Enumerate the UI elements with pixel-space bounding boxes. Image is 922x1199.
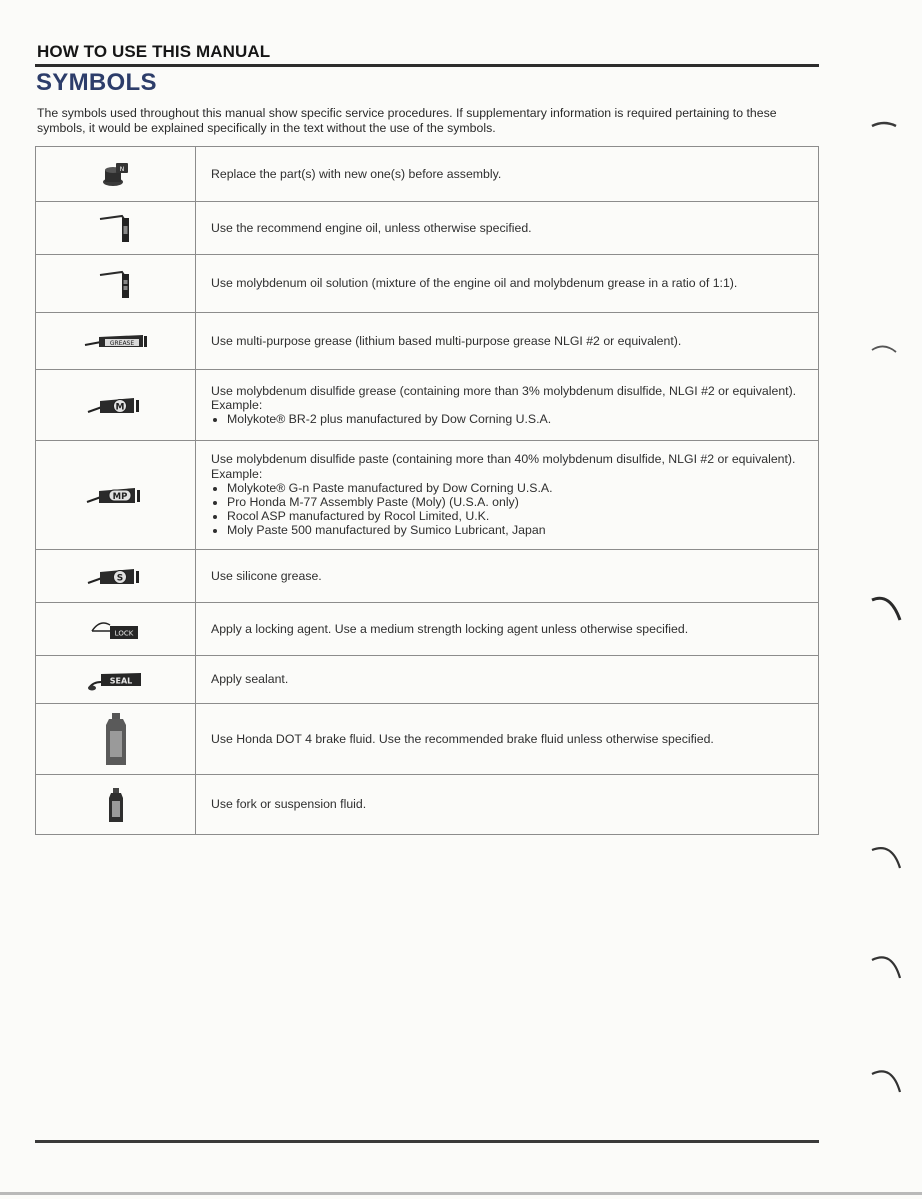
symbol-label: GREASE bbox=[109, 340, 134, 347]
silicone-grease-icon bbox=[86, 567, 146, 584]
symbol-cell bbox=[36, 313, 196, 370]
symbol-description: Apply sealant. bbox=[196, 656, 819, 704]
molybdenum-oil-icon bbox=[96, 275, 136, 292]
sealant-icon bbox=[87, 671, 145, 688]
list-item: • Pro Honda M-77 Assembly Paste (Moly) (U.S.A. only) bbox=[227, 495, 810, 509]
table-row bbox=[36, 775, 819, 835]
example-list bbox=[211, 412, 810, 426]
binder-mark bbox=[860, 1062, 906, 1102]
header-rule bbox=[35, 64, 819, 67]
table-row bbox=[36, 704, 819, 775]
list-item: • Moly Paste 500 manufactured by Sumico Lubricant, Japan bbox=[227, 523, 810, 537]
example-list bbox=[211, 481, 810, 538]
list-item: • Rocol ASP manufactured by Rocol Limited, U.K. bbox=[227, 509, 810, 523]
symbol-cell bbox=[36, 147, 196, 202]
table-row bbox=[36, 441, 819, 550]
binder-mark bbox=[860, 330, 906, 370]
symbols-table bbox=[35, 146, 819, 835]
locking-agent-icon bbox=[90, 620, 142, 637]
table-row bbox=[36, 255, 819, 313]
grease-icon bbox=[83, 332, 149, 349]
symbol-description: Apply a locking agent. Use a medium strength locking agent unless otherwise specified. bbox=[196, 603, 819, 656]
table-row bbox=[36, 656, 819, 704]
symbol-label: LOCK bbox=[114, 629, 133, 638]
symbol-description: Use silicone grease. bbox=[196, 550, 819, 603]
binder-mark bbox=[860, 590, 906, 630]
page-title: SYMBOLS bbox=[36, 69, 157, 96]
binder-mark bbox=[860, 840, 906, 880]
symbol-description: Replace the part(s) with new one(s) before assembly. bbox=[196, 147, 819, 202]
fork-fluid-icon bbox=[106, 796, 126, 813]
symbol-label: SEAL bbox=[109, 676, 132, 685]
table-row bbox=[36, 370, 819, 441]
symbol-cell bbox=[36, 704, 196, 775]
symbol-description: Use fork or suspension fluid. bbox=[196, 775, 819, 835]
section-title: HOW TO USE THIS MANUAL bbox=[37, 42, 271, 61]
symbol-label: S bbox=[116, 573, 123, 584]
symbol-description: Use molybdenum oil solution (mixture of the engine oil and molybdenum grease in a ratio of 1:1). bbox=[196, 255, 819, 313]
moly-paste-icon bbox=[85, 486, 147, 503]
list-item: • Molykote® G-n Paste manufactured by Dow Corning U.S.A. bbox=[227, 481, 810, 495]
binder-mark bbox=[860, 948, 906, 988]
description-text: Use molybdenum disulfide grease (containing more than 3% molybdenum disulfide, NLGI #2 or equivalent). bbox=[211, 383, 797, 398]
symbol-cell bbox=[36, 603, 196, 656]
svg-text:N: N bbox=[119, 166, 124, 173]
table-row bbox=[36, 603, 819, 656]
table-row bbox=[36, 550, 819, 603]
symbol-label: MP bbox=[112, 492, 127, 502]
symbol-cell bbox=[36, 550, 196, 603]
example-label: Example: bbox=[211, 397, 263, 412]
description-text: Use molybdenum disulfide paste (containing more than 40% molybdenum disulfide, NLGI #2 or equivalent). bbox=[211, 452, 796, 467]
binder-mark bbox=[860, 112, 906, 152]
symbol-description: Use multi-purpose grease (lithium based multi-purpose grease NLGI #2 or equivalent). bbox=[196, 313, 819, 370]
example-label: Example: bbox=[211, 466, 263, 481]
footer-rule bbox=[35, 1140, 819, 1143]
page-edge bbox=[0, 1192, 922, 1195]
symbol-description bbox=[196, 370, 819, 441]
moly-grease-icon bbox=[86, 396, 146, 413]
intro-paragraph: The symbols used throughout this manual show specific service procedures. If supplementary information is required pertaining to these symbols, it would be explained specifically in the text without the use of the symbols. bbox=[37, 106, 777, 135]
list-item: • Molykote® BR-2 plus manufactured by Dow Corning U.S.A. bbox=[227, 412, 810, 426]
table-row bbox=[36, 202, 819, 255]
symbol-description: Use Honda DOT 4 brake fluid. Use the recommended brake fluid unless otherwise specified. bbox=[196, 704, 819, 775]
table-row bbox=[36, 147, 819, 202]
symbol-description: Use the recommend engine oil, unless otherwise specified. bbox=[196, 202, 819, 255]
symbol-description bbox=[196, 441, 819, 550]
symbol-cell bbox=[36, 656, 196, 704]
table-row bbox=[36, 313, 819, 370]
symbol-cell bbox=[36, 255, 196, 313]
symbol-label: M bbox=[115, 402, 124, 413]
symbol-cell bbox=[36, 370, 196, 441]
symbol-cell bbox=[36, 441, 196, 550]
symbol-cell bbox=[36, 775, 196, 835]
engine-oil-icon bbox=[96, 219, 136, 236]
symbol-cell bbox=[36, 202, 196, 255]
replace-parts-icon bbox=[99, 165, 133, 182]
brake-fluid-icon bbox=[102, 730, 130, 747]
